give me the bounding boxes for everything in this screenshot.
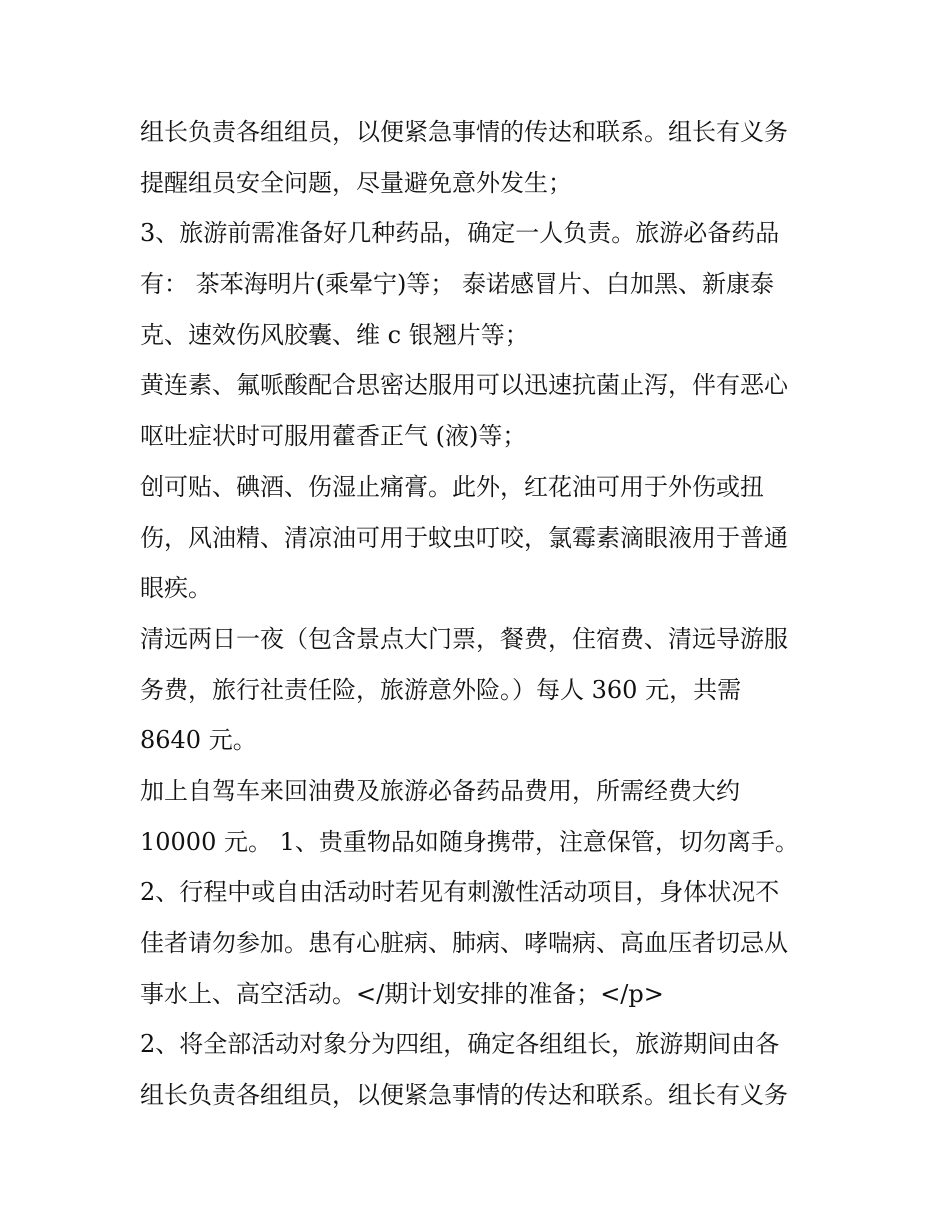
text-line: 2、行程中或自由活动时若见有刺激性活动项目，身体状况不 <box>140 878 780 907</box>
text-line: 眼疾。 <box>140 574 212 603</box>
text-line: 事水上、高空活动。</期计划安排的准备；</p> <box>140 979 664 1008</box>
document-body <box>140 107 830 1121</box>
text-line: 黄连素、氟哌酸配合思密达服用可以迅速抗菌止泻，伴有恶心 <box>140 371 788 400</box>
text-line: 8640 元。 <box>140 726 257 755</box>
text-line: 10000 元。 1、贵重物品如随身携带，注意保管，切勿离手。 <box>140 827 799 856</box>
text-line: 清远两日一夜（包含景点大门票，餐费，住宿费、清远导游服 <box>140 624 788 653</box>
text-line: 创可贴、碘酒、伤湿止痛膏。此外，红花油可用于外伤或扭 <box>140 472 764 501</box>
text-line: 伤，风油精、清凉油可用于蚊虫叮咬，氯霉素滴眼液用于普通 <box>140 523 788 552</box>
text-line: 呕吐症状时可服用藿香正气 (液)等； <box>140 422 527 451</box>
text-line: 组长负责各组组员，以便紧急事情的传达和联系。组长有义务 <box>140 1081 788 1110</box>
text-line: 提醒组员安全问题，尽量避免意外发生； <box>140 168 572 197</box>
text-line: 3、旅游前需准备好几种药品，确定一人负责。旅游必备药品 <box>140 219 780 248</box>
text-line: 组长负责各组组员，以便紧急事情的传达和联系。组长有义务 <box>140 118 788 146</box>
text-line: 克、速效伤风胶囊、维 c 银翘片等； <box>140 320 529 349</box>
text-line: 佳者请勿参加。患有心脏病、肺病、哮喘病、高血压者切忌从 <box>140 929 788 957</box>
text-line: 有： 茶苯海明片(乘晕宁)等； 泰诺感冒片、白加黑、新康泰 <box>140 270 774 299</box>
text-line: 2、将全部活动对象分为四组，确定各组组长，旅游期间由各 <box>140 1030 780 1059</box>
text-line: 务费，旅行社责任险，旅游意外险。）每人 360 元，共需 <box>140 675 742 704</box>
text-line: 加上自驾车来回油费及旅游必备药品费用，所需经费大约 <box>140 776 740 805</box>
